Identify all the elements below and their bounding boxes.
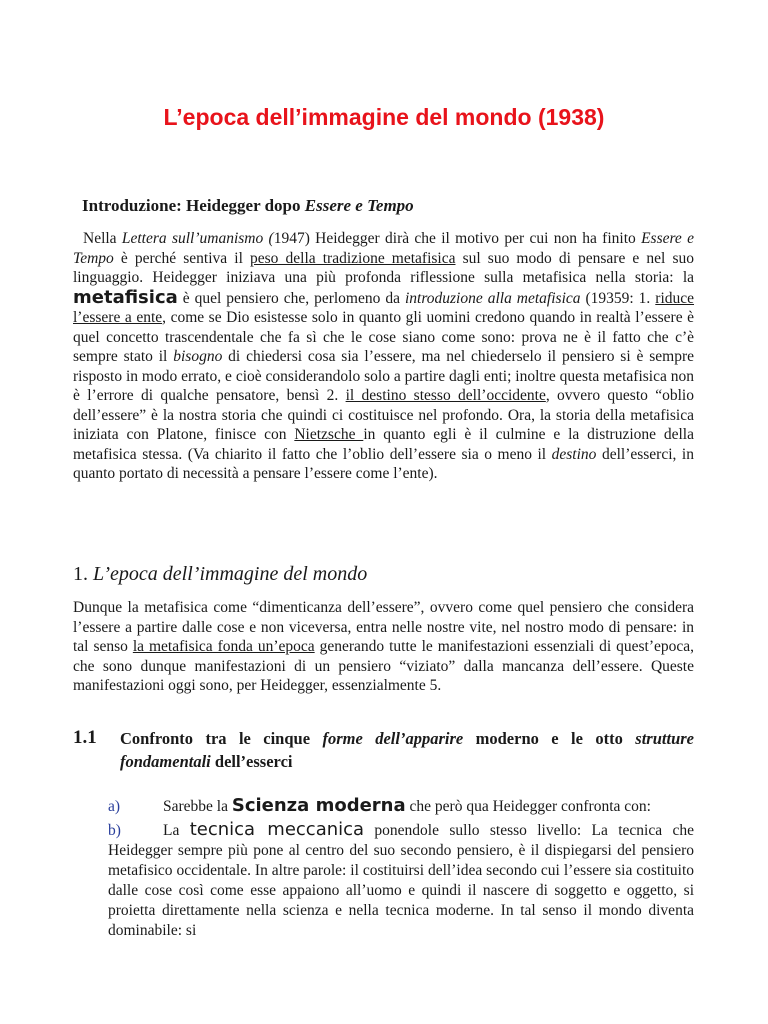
section-number: 1. — [73, 563, 93, 585]
text-span: in quanto egli è il culmine e la distruzione della metafisica stessa. (Va chiarito il fatto che l’oblio dell’essere sia o meno il — [73, 426, 694, 463]
text-span: moderno e le otto — [463, 729, 636, 748]
book-title: introduzione alla metafisica — [404, 289, 581, 307]
text-span: è quel pensiero che, perlomeno da — [177, 289, 405, 307]
underlined-phrase: riduce l’essere a ente — [73, 289, 695, 326]
text-span: che però qua Heidegger confronta con: — [405, 798, 651, 815]
intro-heading-text: Introduzione: Heidegger dopo — [82, 196, 305, 215]
subsection-number: 1.1 — [73, 727, 97, 748]
section-1-paragraph — [73, 598, 694, 696]
intro-heading-book: Essere e Tempo — [304, 196, 414, 215]
intro-paragraph — [73, 229, 694, 484]
text-span: dell’esserci — [210, 752, 293, 771]
section-title: L’epoca dell’immagine del mondo — [93, 563, 368, 585]
text-span: , come se Dio esistesse solo in quanto gli uomini credono quando in realtà l’essere è quel concetto trascendentale che fa sì che le cose siano come sono: prova ne è il fatto che c’è sempre stato il — [73, 309, 695, 365]
text-span: La — [163, 822, 190, 839]
intro-heading — [82, 196, 414, 216]
list-marker: a) — [108, 798, 121, 815]
emphasis: destino — [551, 445, 597, 463]
underlined-phrase: peso della tradizione metafisica — [250, 249, 456, 267]
text-span: Confronto tra le cinque — [120, 729, 323, 748]
text-span: , ovvero questo “oblio dell’essere” è la nostra storia che quindi ci costituisce nel profondo. Ora, la storia della metafisica iniziata con Platone, finisce con — [73, 387, 694, 443]
text-span: di chiedersi cosa sia l’essere, ma nel chiederselo il pensiero si è sempre risposto in modo errato, e cioè considerandolo solo a partire dagli enti; inoltre questa metafisica non è l’errore di qualche pensatore, bensì 2. — [73, 348, 695, 404]
text-span: Dunque la metafisica come “dimenticanza dell’essere”, ovvero come quel pensiero che considera l’essere a partire dalle cose e non viceversa, entra nelle nostre vite, nel nostro modo di pensare: in tal senso — [73, 599, 694, 655]
text-span: sul suo modo di pensare e nel suo linguaggio. Heidegger iniziava una più profonda riflessione sulla metafisica nella storia: la — [73, 249, 694, 286]
keyword: metafisica — [73, 286, 178, 308]
section-1-heading — [73, 563, 367, 586]
underlined-phrase: Nietzsche — [294, 426, 364, 443]
text-span: dell’esserci, in quanto portato di necessità a pensare l’essere come l’ente). — [73, 445, 694, 482]
text-span: Nella — [83, 230, 122, 247]
text-span: è perché sentiva il — [113, 249, 250, 267]
underlined-phrase: il destino stesso dell’occidente — [345, 387, 546, 404]
book-title: Essere e Tempo — [73, 230, 694, 267]
document-title: L’epoca dell’immagine del mondo (1938) — [163, 104, 605, 130]
text-span: (19359: 1. — [580, 289, 656, 307]
text-span: 1947) Heidegger dirà che il motivo per cui non ha finito — [273, 230, 642, 247]
keyword: tecnica meccanica — [189, 819, 365, 840]
keyword: Scienza moderna — [231, 795, 406, 816]
text-span: ponendole sullo stesso livello: La tecnica che Heidegger sempre più pone al centro del suo secondo pensiero, è il dispiegarsi del pensiero metafisico occidentale. In altre parole: il costituirsi dell’idea secondo cui l’essere sia costituito dalle cose così come esse appaiono all’uomo e quindi il nascere di soggetto e oggetto, si proietta direttamente nella scienza e nella tecnica moderne. In tal senso il mondo diventa dominabile: si — [108, 822, 694, 939]
subsection-heading — [120, 727, 694, 773]
emphasis: forme dell’apparire — [322, 729, 464, 748]
book-title: Lettera sull’umanismo ( — [121, 230, 274, 247]
emphasis: bisogno — [173, 348, 223, 365]
list-item-b — [108, 820, 694, 941]
list-item-a — [108, 796, 694, 817]
text-span: generando tutte le manifestazioni essenziali di quest’epoca, che sono dunque manifestazioni di un pensiero “viziato” dalla mancanza dell’essere. Queste manifestazioni oggi sono, per Heidegger, essenzialmente 5. — [73, 638, 695, 694]
emphasis: strutture fondamentali — [120, 729, 694, 771]
underlined-phrase: la metafisica fonda un’epoca — [132, 638, 315, 655]
list-marker: b) — [108, 822, 121, 839]
text-span: Sarebbe la — [163, 798, 232, 815]
